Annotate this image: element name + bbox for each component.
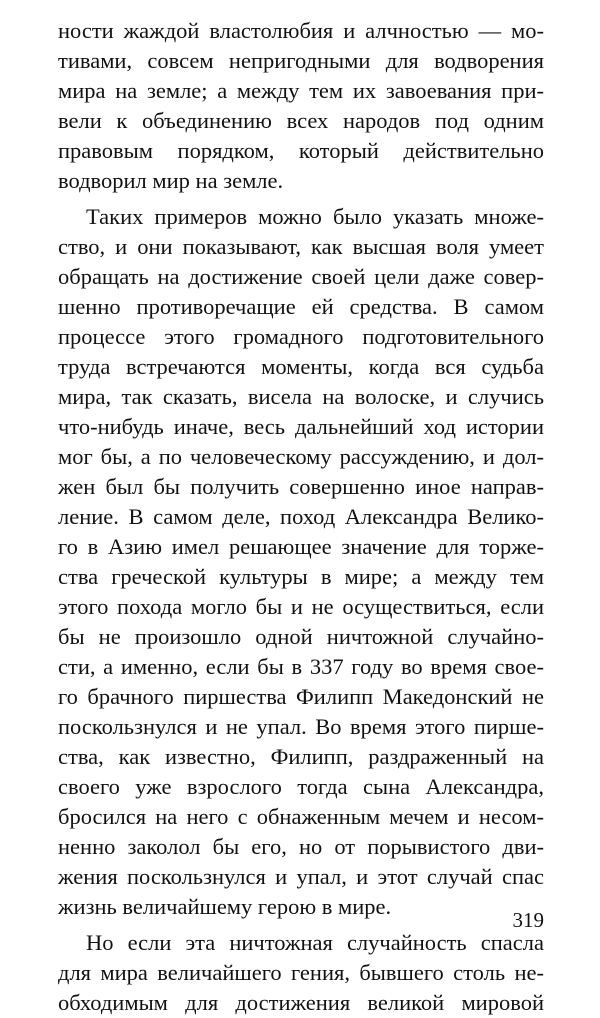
- text-line: поскользнулся и не упал. Во время этого пирше-: [58, 714, 544, 739]
- text-line: мог бы, а по человеческому рассуждению, и дол-: [58, 444, 544, 469]
- text-line: шенно противоречащие ей средства. В самом: [58, 294, 544, 319]
- text-line: ство, и они показывают, как высшая воля умеет: [58, 234, 544, 259]
- page-number: 319: [512, 908, 544, 932]
- text-line: сти, а именно, если бы в 337 году во время свое-: [58, 654, 544, 679]
- text-line: водворил мир на земле.: [58, 168, 284, 193]
- text-line: го в Азию имел решающее значение для торже-: [58, 534, 544, 559]
- paragraph-3: [58, 928, 544, 1018]
- text-line: ства греческой культуры в мире; а между тем: [58, 564, 544, 589]
- text-line: ление. В самом деле, поход Александра Велико-: [58, 504, 544, 529]
- text-line: что-нибудь иначе, весь дальнейший ход истории: [58, 414, 544, 439]
- text-line: го брачного пиршества Филипп Македонский не: [58, 684, 544, 709]
- paragraph-1: [58, 16, 544, 196]
- text-line: ненно заколол бы его, но от порывистого дви-: [58, 834, 544, 859]
- text-line: мира на земле; а между тем их завоевания при-: [58, 78, 544, 103]
- body-text: [58, 16, 544, 1018]
- text-line: тивами, совсем непригодными для водворения: [58, 48, 544, 73]
- text-line: жения поскользнулся и упал, и этот случай спас: [58, 864, 544, 889]
- text-line: своего уже взрослого тогда сына Александра,: [58, 774, 544, 799]
- text-line: вели к объединению всех народов под одним: [58, 108, 544, 133]
- text-line: бросился на него с обнаженным мечем и несом-: [58, 804, 544, 829]
- text-line: Таких примеров можно было указать множе-: [86, 204, 544, 229]
- text-line: жизнь величайшему герою в мире.: [58, 894, 392, 919]
- text-line: Но если эта ничтожная случайность спасла: [86, 930, 544, 955]
- text-line: этого похода могло бы и не осуществиться, если: [58, 594, 544, 619]
- text-line: ства, как известно, Филипп, раздраженный на: [58, 744, 544, 769]
- text-line: обращать на достижение своей цели даже совер-: [58, 264, 544, 289]
- text-line: ности жаждой властолюбия и алчностью — мо-: [58, 18, 544, 43]
- text-line: для мира величайшего гения, бывшего столь не-: [58, 960, 544, 985]
- text-line: процессе этого громадного подготовительного: [58, 324, 544, 349]
- paragraph-2: [58, 202, 544, 922]
- text-line: мира, так сказать, висела на волоске, и случись: [58, 384, 544, 409]
- text-line: бы не произошло одной ничтожной случайно-: [58, 624, 544, 649]
- text-line: правовым порядком, который действительно: [58, 138, 544, 163]
- text-line: труда встречаются моменты, когда вся судьба: [58, 354, 544, 379]
- text-line: жен был бы получить совершенно иное направ-: [58, 474, 544, 499]
- text-line: обходимым для достижения великой мировой: [58, 990, 544, 1015]
